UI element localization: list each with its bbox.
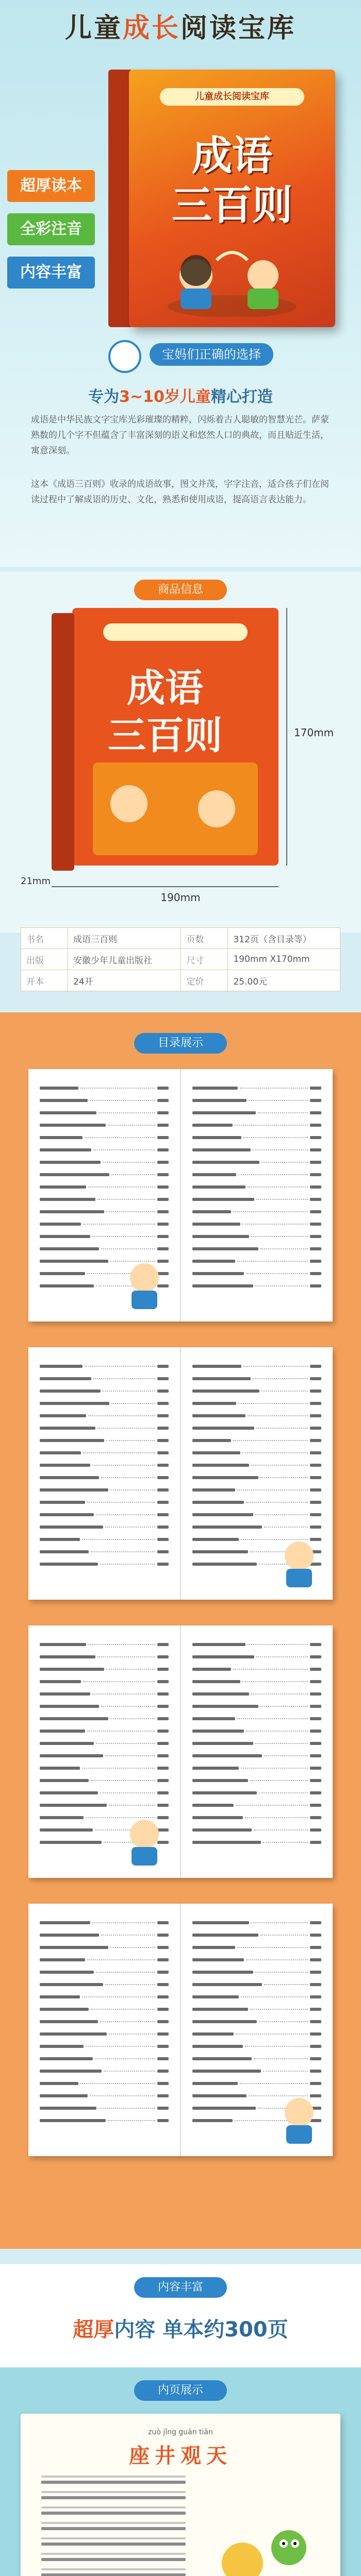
product-info-label: 商品信息: [134, 580, 227, 600]
toc-entry: [40, 1956, 169, 1963]
toc-entry: [192, 1740, 321, 1747]
width-dimension-line: [52, 886, 278, 887]
content-rich-section: [0, 2264, 361, 2367]
text-line: [41, 2481, 186, 2484]
toc-entry: [192, 1765, 321, 1772]
intro-paragraph-2: 这本《成语三百则》收录的成语故事，图文并茂，字字注音，适合孩子们在阅读过程中了解成语的历史、文化，熟悉和使用成语，提高语言表达能力。: [31, 479, 329, 505]
toc-entry: [192, 1196, 321, 1203]
toc-entry: [192, 1270, 321, 1277]
toc-entry: [192, 1084, 321, 1092]
toc-entry: [40, 1789, 169, 1797]
toc-spread: [28, 1904, 333, 2156]
toc-column: [192, 1641, 321, 1851]
toc-entry: [40, 1969, 169, 1976]
spread-gutter: [180, 1625, 181, 1878]
toc-entry: [192, 1956, 321, 1963]
toc-entry: [192, 1981, 321, 1988]
toc-entry: [192, 2080, 321, 2087]
toc-entry: [40, 1653, 169, 1660]
toc-entry: [192, 1839, 321, 1846]
text-line: [41, 2496, 186, 2499]
toc-entry: [40, 1196, 169, 1203]
toc-entry: [192, 1258, 321, 1265]
toc-entry: [40, 1437, 169, 1444]
toc-entry: [192, 1690, 321, 1698]
toc-entry: [40, 1171, 169, 1178]
toc-cartoon-illustration: [271, 2089, 327, 2146]
toc-entry: [40, 2055, 169, 2062]
frog-well-illustration: [196, 2501, 330, 2576]
title-highlight: 成长: [122, 12, 180, 44]
toc-entry: [40, 2105, 169, 2112]
pinyin-line: [41, 2506, 186, 2509]
toc-entry: [40, 1183, 169, 1191]
toc-entry: [40, 1777, 169, 1784]
toc-entry: [40, 1931, 169, 1939]
toc-entry: [192, 1993, 321, 2001]
toc-entry: [40, 1641, 169, 1648]
toc-entry: [192, 1425, 321, 1432]
height-dimension-label: 170mm: [294, 726, 334, 739]
toc-entry: [40, 1690, 169, 1698]
toc-entry: [40, 1740, 169, 1747]
spread-gutter: [180, 1347, 181, 1600]
pinyin-line: [41, 2522, 186, 2524]
toc-entry: [40, 1245, 169, 1252]
toc-cartoon-illustration: [116, 1255, 173, 1311]
toc-entry: [192, 1727, 321, 1735]
toc-spread: [28, 1625, 333, 1878]
toc-entry: [40, 1802, 169, 1809]
toc-entry: [192, 1715, 321, 1722]
toc-entry: [40, 1486, 169, 1494]
toc-entry: [40, 2018, 169, 2025]
inner-pages-section: [0, 2367, 361, 2576]
table-row: 开本 24开 定价 25.00元: [21, 970, 340, 991]
toc-entry: [192, 1233, 321, 1240]
toc-entry: [192, 1523, 321, 1531]
book-title-line1: 成语: [191, 132, 272, 179]
toc-entry: [192, 1449, 321, 1456]
table-row: 书名 成语三百则 页数 312页（含目录等）: [21, 928, 340, 949]
book-cover: [129, 70, 335, 327]
toc-entry: [192, 1789, 321, 1797]
toc-entry: [40, 1400, 169, 1407]
toc-entry: [192, 1159, 321, 1166]
toc-entry: [192, 1511, 321, 1518]
toc-entry: [40, 1412, 169, 1419]
toc-entry: [192, 1282, 321, 1290]
book-cover-title: [160, 131, 304, 230]
toc-entry: [192, 1666, 321, 1673]
book-cover-3d: [108, 49, 351, 337]
toc-entry: [40, 1993, 169, 2001]
book-title-line2: 三百则: [171, 182, 292, 229]
toc-entry: [192, 1486, 321, 1494]
product-book-title: 成语 三百则: [108, 666, 222, 758]
toc-column: [192, 1084, 321, 1295]
toc-entry: [40, 1109, 169, 1116]
inner-pages-label: 内页展示: [134, 2380, 227, 2401]
pinyin-line: [41, 2553, 186, 2555]
age-subtitle: 专为3~10岁儿童精心打造: [88, 388, 273, 406]
toc-label: 目录展示: [134, 1033, 227, 1054]
toc-cartoon-illustration: [271, 1533, 327, 1589]
toc-entry: [40, 1703, 169, 1710]
toc-entry: [40, 2067, 169, 2075]
toc-entry: [192, 2018, 321, 2025]
text-line: [41, 2527, 186, 2530]
toc-entry: [40, 1511, 169, 1518]
page-title: 座井观天: [129, 2444, 232, 2468]
toc-entry: [192, 1109, 321, 1116]
toc-entry: [192, 1802, 321, 1809]
toc-entry: [192, 1363, 321, 1370]
text-line: [41, 2543, 186, 2546]
book-spine: [108, 70, 131, 327]
inner-page-1: [21, 2414, 340, 2576]
toc-entry: [192, 1814, 321, 1821]
toc-entry: [192, 1944, 321, 1951]
text-line: [41, 2573, 186, 2576]
toc-entry: [192, 1400, 321, 1407]
toc-entry: [40, 1233, 169, 1240]
toc-entry: [192, 1462, 321, 1469]
toc-entry: [40, 1678, 169, 1685]
toc-entry: [192, 1097, 321, 1104]
toc-section: [0, 1012, 361, 2249]
toc-entry: [40, 1523, 169, 1531]
toc-entry: [192, 1183, 321, 1191]
toc-entry: [192, 1969, 321, 1976]
toc-entry: [40, 1363, 169, 1370]
page-title-pinyin: zuò jǐng guān tiān: [148, 2428, 213, 2436]
toc-entry: [40, 1134, 169, 1141]
toc-entry: [40, 1765, 169, 1772]
title-prefix: 儿童: [64, 12, 123, 44]
badge-content: 内容丰富: [7, 257, 95, 289]
toc-entry: [192, 1678, 321, 1685]
feature-badges: [7, 170, 105, 300]
recommend-text: 宝妈们正确的选择: [150, 343, 273, 366]
recommend-banner: [0, 340, 361, 371]
toc-entry: [40, 2080, 169, 2087]
toc-entry: [192, 1931, 321, 1939]
spec-table: [21, 927, 340, 991]
pinyin-line: [41, 2491, 186, 2493]
toc-entry: [192, 1122, 321, 1129]
toc-cartoon-illustration: [116, 1811, 173, 1868]
toc-entry: [192, 2055, 321, 2062]
pinyin-line: [41, 2568, 186, 2570]
toc-entry: [40, 1752, 169, 1759]
smile-icon: [108, 340, 141, 373]
toc-entry: [40, 1561, 169, 1568]
hero-section: [0, 0, 361, 567]
height-dimension-line: [286, 608, 287, 866]
toc-entry: [40, 1449, 169, 1456]
toc-entry: [192, 2030, 321, 2038]
toc-entry: [40, 1666, 169, 1673]
toc-entry: [40, 1221, 169, 1228]
toc-entry: [40, 1146, 169, 1154]
toc-entry: [40, 1944, 169, 1951]
content-rich-title: 超厚内容 单本约300页: [73, 2318, 288, 2342]
toc-entry: [192, 2067, 321, 2075]
book-series-caption: 儿童成长阅读宝库: [160, 88, 304, 106]
toc-entry: [40, 1715, 169, 1722]
toc-entry: [40, 1159, 169, 1166]
badge-pinyin: 全彩注音: [7, 213, 95, 245]
toc-entry: [40, 1122, 169, 1129]
toc-entry: [40, 1375, 169, 1382]
toc-entry: [40, 2117, 169, 2124]
toc-entry: [192, 1221, 321, 1228]
toc-entry: [192, 1375, 321, 1382]
text-line: [41, 2512, 186, 2515]
toc-spread: [28, 1069, 333, 1321]
toc-entry: [40, 1097, 169, 1104]
toc-entry: [192, 2006, 321, 2013]
toc-entry: [192, 1474, 321, 1481]
toc-entry: [40, 1981, 169, 1988]
toc-entry: [192, 1387, 321, 1395]
toc-entry: [192, 1171, 321, 1178]
toc-entry: [40, 1462, 169, 1469]
toc-entry: [40, 1084, 169, 1092]
spread-gutter: [180, 1069, 181, 1321]
toc-entry: [192, 1703, 321, 1710]
title-suffix: 阅读宝库: [180, 12, 297, 44]
toc-entry: [192, 1245, 321, 1252]
toc-entry: [40, 1474, 169, 1481]
table-row: 出版 安徽少年儿童出版社 尺寸 190mm X170mm: [21, 949, 340, 970]
toc-entry: [40, 1499, 169, 1506]
toc-entry: [40, 1727, 169, 1735]
intro-paragraph-1: 成语是中华民族文字宝库光彩璀璨的精粹，闪烁着古人聪敏的智慧光芒。萨蒙熟数的几个字不但蕴含了丰富深刻的语义和悠然人口的典故，而且贴近生活，寓意深刻。: [31, 415, 329, 456]
toc-entry: [40, 1536, 169, 1543]
toc-entry: [40, 2006, 169, 2013]
toc-entry: [40, 1548, 169, 1555]
toc-entry: [192, 1208, 321, 1215]
toc-entry: [192, 1777, 321, 1784]
toc-entry: [40, 1919, 169, 1926]
toc-entry: [40, 2030, 169, 2038]
toc-entry: [40, 1208, 169, 1215]
toc-entry: [192, 1653, 321, 1660]
toc-column: [40, 1363, 169, 1573]
pinyin-line: [41, 2476, 186, 2478]
content-rich-label: 内容丰富: [134, 2277, 227, 2298]
toc-entry: [192, 1499, 321, 1506]
pinyin-line: [41, 2537, 186, 2539]
toc-entry: [192, 2043, 321, 2050]
cover-illustration: [165, 240, 299, 317]
toc-entry: [40, 2043, 169, 2050]
toc-entry: [192, 1826, 321, 1834]
toc-entry: [192, 1641, 321, 1648]
toc-column: [40, 1919, 169, 2129]
toc-entry: [192, 1134, 321, 1141]
toc-entry: [192, 1752, 321, 1759]
toc-entry: [40, 2092, 169, 2099]
hero-title: [0, 0, 361, 57]
toc-entry: [40, 1387, 169, 1395]
toc-entry: [40, 1425, 169, 1432]
width-dimension-label: 190mm: [160, 891, 201, 904]
toc-entry: [192, 1919, 321, 1926]
text-line: [41, 2558, 186, 2561]
depth-dimension-label: 21mm: [21, 876, 51, 887]
toc-spread: [28, 1347, 333, 1600]
toc-entry: [192, 1437, 321, 1444]
product-info-section: [0, 572, 361, 933]
badge-thick: 超厚读本: [7, 170, 95, 202]
toc-entry: [192, 1146, 321, 1154]
toc-entry: [192, 1412, 321, 1419]
spread-gutter: [180, 1904, 181, 2156]
